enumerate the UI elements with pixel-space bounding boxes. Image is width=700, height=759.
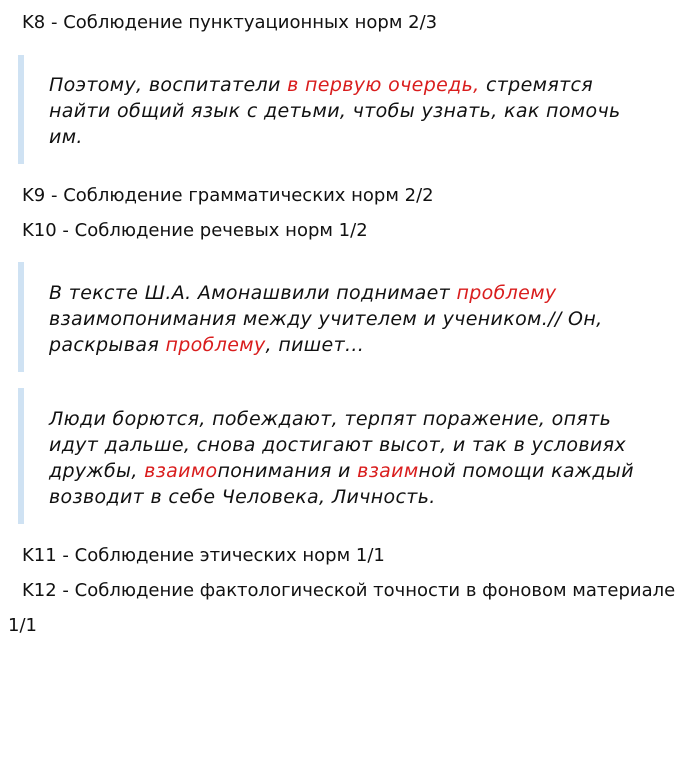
quote-1-part-2: стремятся найти общий язык с детьми, чтобы узнать, как помочь им. bbox=[49, 74, 621, 148]
quote-block-2 bbox=[18, 262, 658, 372]
quote-3-highlight-1: взаимо bbox=[144, 460, 218, 482]
criterion-k12-text: K12 - Соблюдение фактологической точности в фоновом материале bbox=[22, 580, 676, 601]
quote-1-part-1: Поэтому, воспитатели bbox=[49, 74, 288, 96]
criterion-k11 bbox=[8, 545, 385, 567]
quote-3-part-3: ной помощи каждый возводит в себе Человека, Личность. bbox=[49, 460, 634, 508]
criterion-k8-text: K8 - Соблюдение пунктуационных норм 2/3 bbox=[22, 12, 438, 33]
quote-2-highlight-2: проблему bbox=[165, 334, 266, 356]
quote-3-part-1: Люди борются, побеждают, терпят поражение, опять идут дальше, снова достигают высот, и так в условиях дружбы, bbox=[49, 408, 626, 482]
quote-1-highlight-1: в первую очередь, bbox=[287, 74, 480, 96]
quote-2-part-2: взаимопонимания между учителем и учеником.// Он, раскрывая bbox=[49, 308, 603, 356]
quote-2-part-3: , пишет... bbox=[265, 334, 365, 356]
criterion-k9 bbox=[8, 185, 434, 207]
criterion-k11-text: K11 - Соблюдение этических норм 1/1 bbox=[22, 545, 385, 566]
quote-2-highlight-1: проблему bbox=[456, 282, 557, 304]
quote-text-1 bbox=[49, 72, 658, 150]
quote-text-2 bbox=[49, 280, 658, 358]
criterion-k10 bbox=[8, 220, 368, 242]
quote-3-highlight-2: взаим bbox=[357, 460, 419, 482]
criterion-k9-text: K9 - Соблюдение грамматических норм 2/2 bbox=[22, 185, 434, 206]
quote-block-1 bbox=[18, 55, 658, 164]
criterion-k8 bbox=[8, 12, 437, 34]
criterion-k10-text: K10 - Соблюдение речевых норм 1/2 bbox=[22, 220, 368, 241]
quote-block-3 bbox=[18, 388, 658, 524]
quote-2-part-1: В тексте Ш.А. Амонашвили поднимает bbox=[49, 282, 457, 304]
quote-3-part-2: понимания и bbox=[217, 460, 358, 482]
quote-text-3 bbox=[49, 406, 658, 510]
criterion-k12-score: 1/1 bbox=[8, 615, 37, 636]
criterion-k12 bbox=[8, 573, 698, 643]
